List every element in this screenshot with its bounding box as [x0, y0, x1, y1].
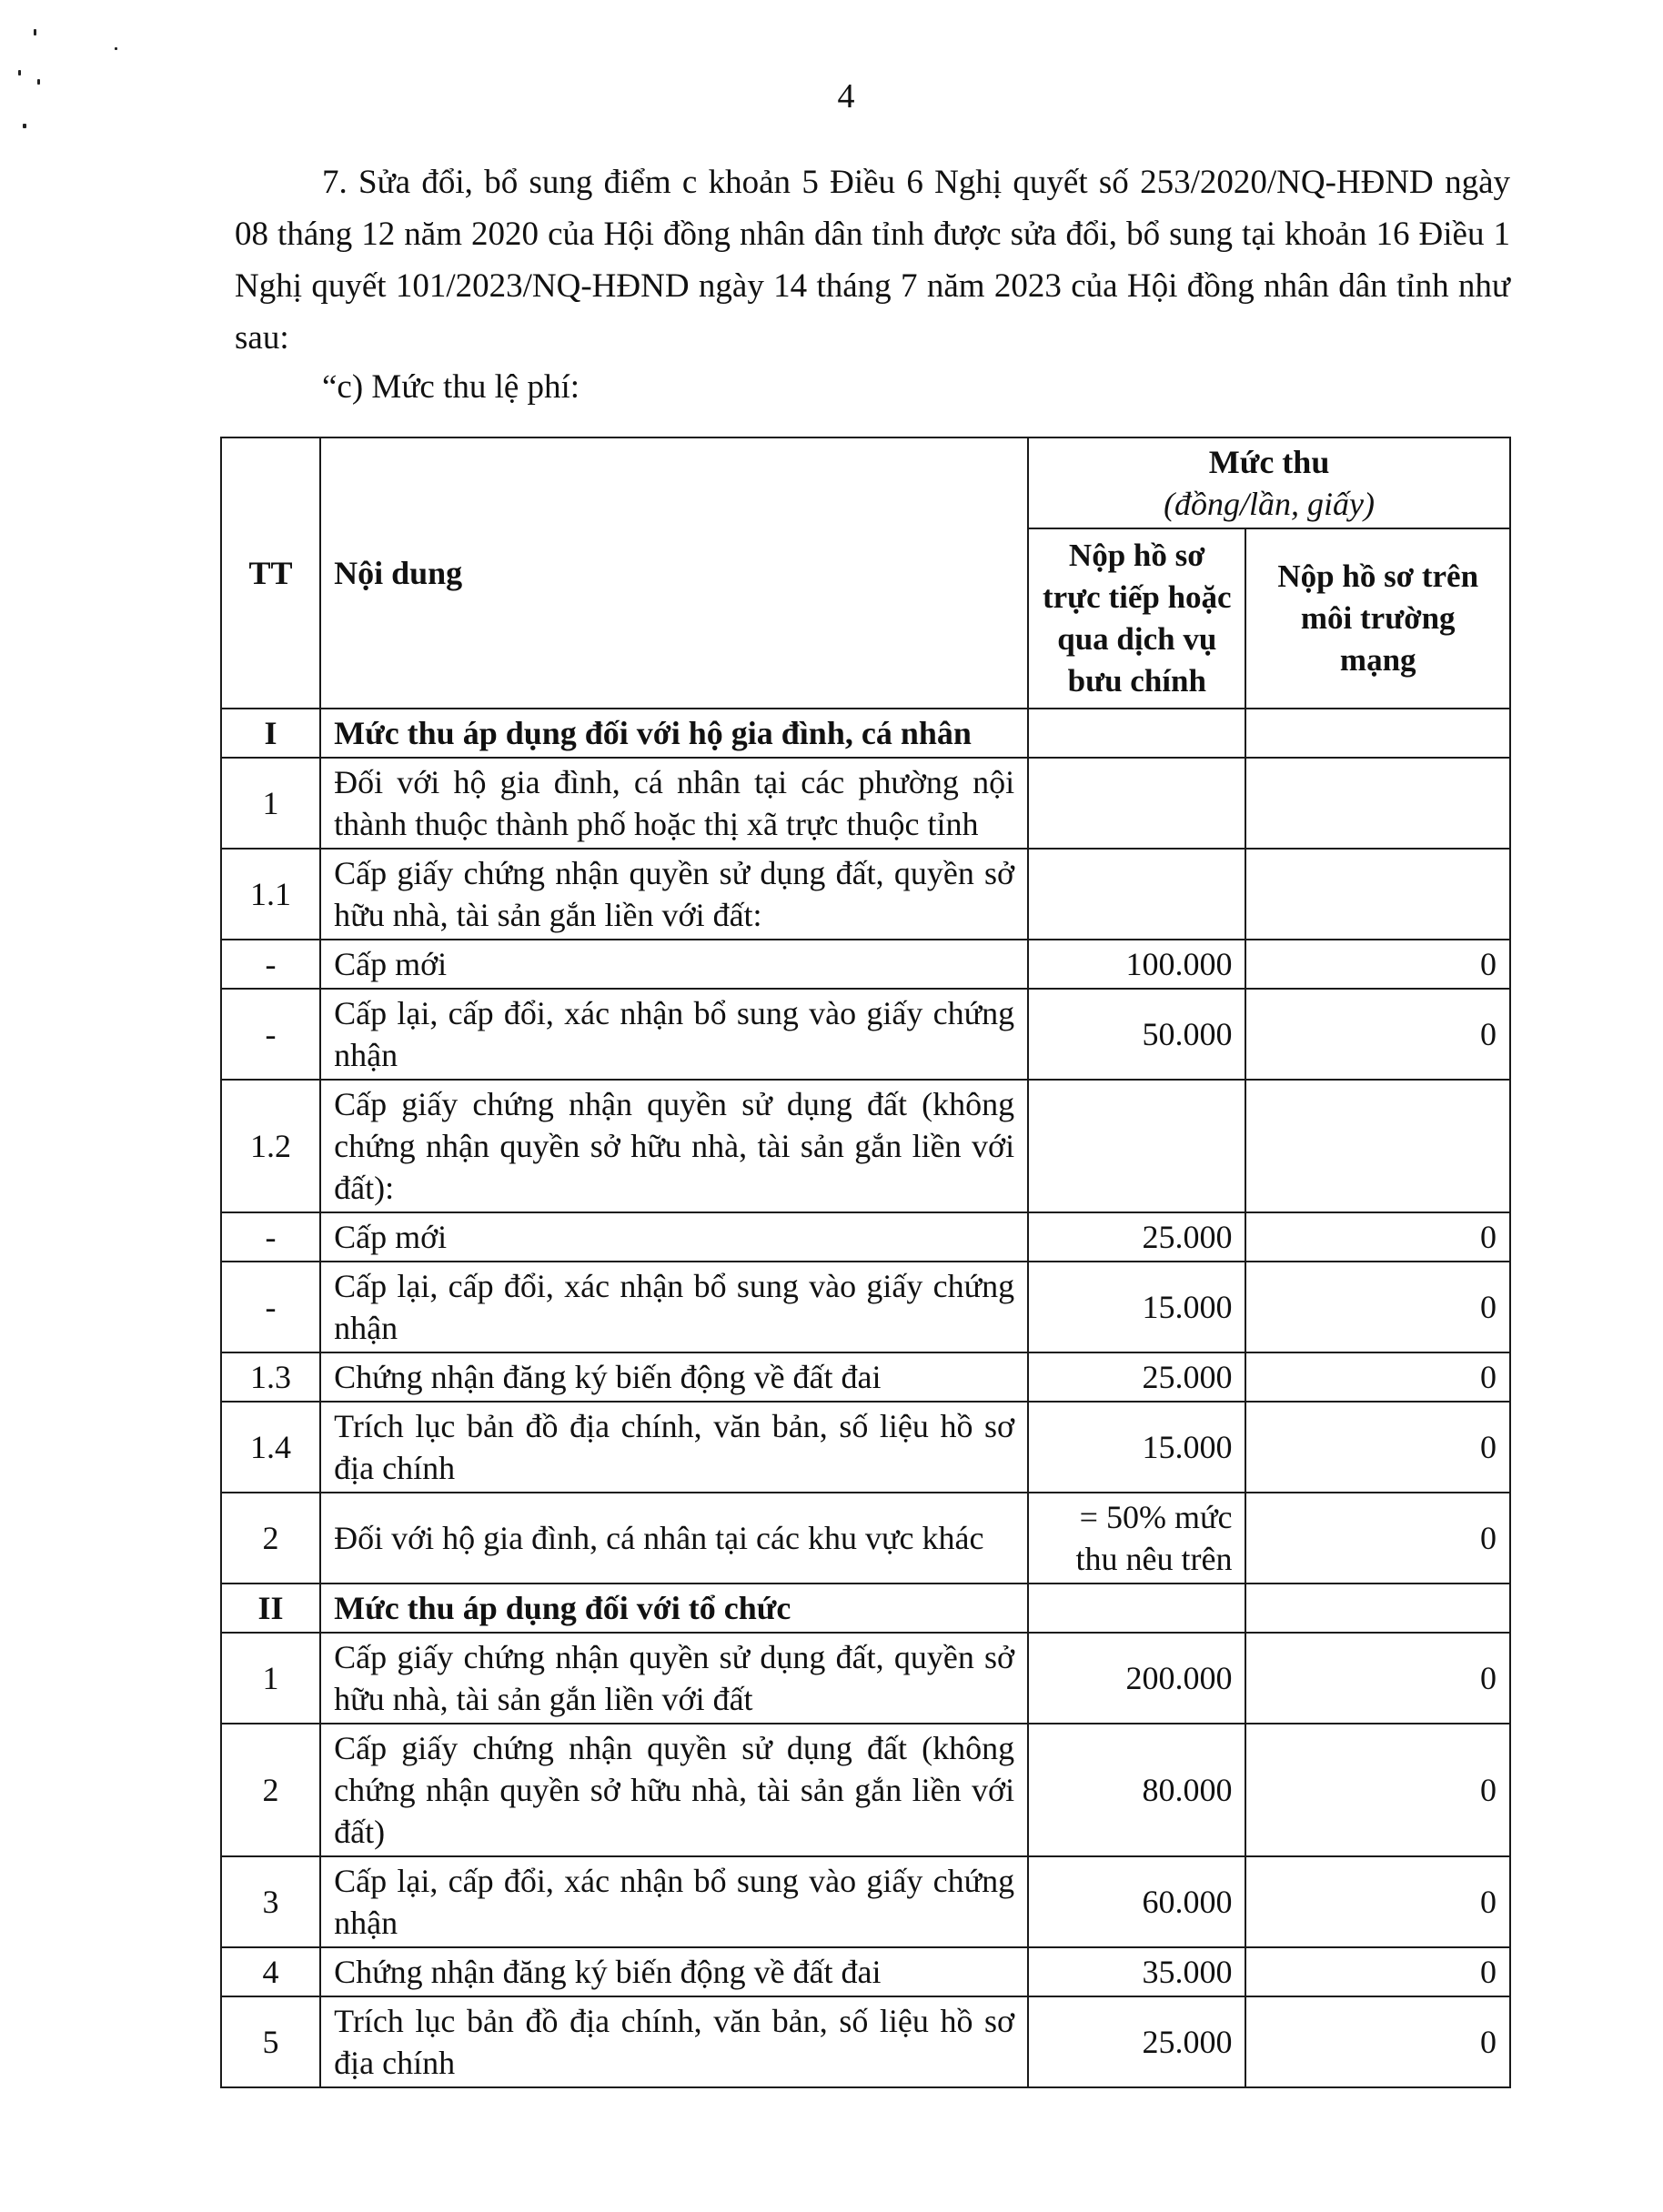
direct-fee-cell: 60.000: [1028, 1856, 1245, 1947]
tt-cell: 1.1: [221, 849, 320, 940]
direct-fee-cell: [1028, 849, 1245, 940]
content-cell: Chứng nhận đăng ký biến động về đất đai: [320, 1352, 1028, 1402]
online-fee-cell: 0: [1245, 1262, 1510, 1352]
direct-fee-cell: [1028, 709, 1245, 758]
tt-cell: 3: [221, 1856, 320, 1947]
direct-fee-cell: [1028, 758, 1245, 849]
online-fee-cell: 0: [1245, 1633, 1510, 1724]
tt-cell: 1.4: [221, 1402, 320, 1493]
table-row: [221, 1996, 1510, 2087]
table-row: [221, 1352, 1510, 1402]
online-fee-cell: 0: [1245, 1856, 1510, 1947]
direct-fee-cell: [1028, 1080, 1245, 1212]
online-fee-cell: [1245, 849, 1510, 940]
content-cell: Cấp giấy chứng nhận quyền sử dụng đất (không chứng nhận quyền sở hữu nhà, tài sản gắn liền với đất): [320, 1724, 1028, 1856]
scan-speck: [18, 70, 21, 75]
tt-cell: 1: [221, 1633, 320, 1724]
online-fee-cell: 0: [1245, 1352, 1510, 1402]
content-cell: Đối với hộ gia đình, cá nhân tại các khu vực khác: [320, 1493, 1028, 1584]
header-tt: TT: [221, 437, 320, 709]
tt-cell: -: [221, 989, 320, 1080]
online-fee-cell: 0: [1245, 989, 1510, 1080]
header-fee-title: Mức thu: [1208, 444, 1330, 480]
online-fee-cell: [1245, 1080, 1510, 1212]
online-fee-cell: 0: [1245, 1724, 1510, 1856]
direct-fee-cell: 100.000: [1028, 940, 1245, 989]
tt-cell: 2: [221, 1493, 320, 1584]
online-fee-cell: [1245, 709, 1510, 758]
table-section-row: [221, 1584, 1510, 1633]
table-row: [221, 1493, 1510, 1584]
online-fee-cell: 0: [1245, 1212, 1510, 1262]
online-fee-cell: 0: [1245, 1402, 1510, 1493]
content-cell: Cấp giấy chứng nhận quyền sử dụng đất, quyền sở hữu nhà, tài sản gắn liền với đất:: [320, 849, 1028, 940]
tt-cell: -: [221, 1212, 320, 1262]
table-section-row: [221, 709, 1510, 758]
table-row: [221, 1724, 1510, 1856]
scan-speck: [115, 47, 117, 50]
table-row: [221, 1080, 1510, 1212]
table-row: [221, 1856, 1510, 1947]
content-cell: Cấp mới: [320, 940, 1028, 989]
table-row: [221, 989, 1510, 1080]
online-fee-cell: 0: [1245, 1493, 1510, 1584]
direct-fee-cell: 25.000: [1028, 1996, 1245, 2087]
header-direct: Nộp hồ sơ trực tiếp hoặc qua dịch vụ bưu chính: [1028, 528, 1245, 709]
content-cell: Mức thu áp dụng đối với tổ chức: [320, 1584, 1028, 1633]
online-fee-cell: 0: [1245, 940, 1510, 989]
content-cell: Cấp giấy chứng nhận quyền sử dụng đất (không chứng nhận quyền sở hữu nhà, tài sản gắn liền với đất):: [320, 1080, 1028, 1212]
tt-cell: -: [221, 940, 320, 989]
content-cell: Cấp lại, cấp đổi, xác nhận bổ sung vào giấy chứng nhận: [320, 1262, 1028, 1352]
direct-fee-cell: 35.000: [1028, 1947, 1245, 1996]
content-cell: Chứng nhận đăng ký biến động về đất đai: [320, 1947, 1028, 1996]
scan-speck: [23, 124, 26, 128]
content-cell: Đối với hộ gia đình, cá nhân tại các phường nội thành thuộc thành phố hoặc thị xã trực thuộc tỉnh: [320, 758, 1028, 849]
header-fee-unit: (đồng/lần, giấy): [1164, 486, 1376, 522]
content-cell: Mức thu áp dụng đối với hộ gia đình, cá nhân: [320, 709, 1028, 758]
direct-fee-cell: 15.000: [1028, 1262, 1245, 1352]
tt-cell: 1: [221, 758, 320, 849]
tt-cell: 4: [221, 1947, 320, 1996]
online-fee-cell: 0: [1245, 1996, 1510, 2087]
content-cell: Cấp lại, cấp đổi, xác nhận bổ sung vào giấy chứng nhận: [320, 989, 1028, 1080]
direct-fee-cell: 25.000: [1028, 1212, 1245, 1262]
header-online: Nộp hồ sơ trên môi trường mạng: [1245, 528, 1510, 709]
online-fee-cell: 0: [1245, 1947, 1510, 1996]
table-row: [221, 1262, 1510, 1352]
table-row: [221, 940, 1510, 989]
header-fee-group: [1028, 437, 1510, 528]
table-row: [221, 849, 1510, 940]
scan-speck: [34, 29, 36, 35]
direct-fee-cell: 80.000: [1028, 1724, 1245, 1856]
table-row: [221, 1402, 1510, 1493]
content-cell: Trích lục bản đồ địa chính, văn bản, số liệu hồ sơ địa chính: [320, 1996, 1028, 2087]
table-row: [221, 758, 1510, 849]
intro-paragraph: 7. Sửa đổi, bổ sung điểm c khoản 5 Điều 6 Nghị quyết số 253/2020/NQ-HĐND ngày 08 tháng 12 năm 2020 của Hội đồng nhân dân tỉnh được sửa đổi, bổ sung tại khoản 16 Điều 1 Nghị quyết 101/2023/NQ-HĐND ngày 14 tháng 7 năm 2023 của Hội đồng nhân dân tỉnh như sau:: [235, 164, 1510, 357]
table-row: [221, 1633, 1510, 1724]
tt-cell: 1.2: [221, 1080, 320, 1212]
direct-fee-cell: = 50% mức thu nêu trên: [1028, 1493, 1245, 1584]
tt-cell: 1.3: [221, 1352, 320, 1402]
content-cell: Cấp mới: [320, 1212, 1028, 1262]
direct-fee-cell: 25.000: [1028, 1352, 1245, 1402]
sub-heading: “c) Mức thu lệ phí:: [322, 368, 580, 406]
tt-cell: 2: [221, 1724, 320, 1856]
content-cell: Cấp giấy chứng nhận quyền sử dụng đất, quyền sở hữu nhà, tài sản gắn liền với đất: [320, 1633, 1028, 1724]
tt-cell: -: [221, 1262, 320, 1352]
online-fee-cell: [1245, 758, 1510, 849]
content-cell: Trích lục bản đồ địa chính, văn bản, số liệu hồ sơ địa chính: [320, 1402, 1028, 1493]
table-body: [221, 709, 1510, 2087]
online-fee-cell: [1245, 1584, 1510, 1633]
fee-table: [220, 437, 1511, 2088]
table-row: [221, 1212, 1510, 1262]
tt-cell: II: [221, 1584, 320, 1633]
table-row: [221, 1947, 1510, 1996]
direct-fee-cell: [1028, 1584, 1245, 1633]
direct-fee-cell: 15.000: [1028, 1402, 1245, 1493]
content-cell: Cấp lại, cấp đổi, xác nhận bổ sung vào giấy chứng nhận: [320, 1856, 1028, 1947]
tt-cell: I: [221, 709, 320, 758]
tt-cell: 5: [221, 1996, 320, 2087]
direct-fee-cell: 50.000: [1028, 989, 1245, 1080]
page-number: 4: [837, 77, 855, 116]
table-header-row: [221, 437, 1510, 528]
header-content: Nội dung: [320, 437, 1028, 709]
direct-fee-cell: 200.000: [1028, 1633, 1245, 1724]
